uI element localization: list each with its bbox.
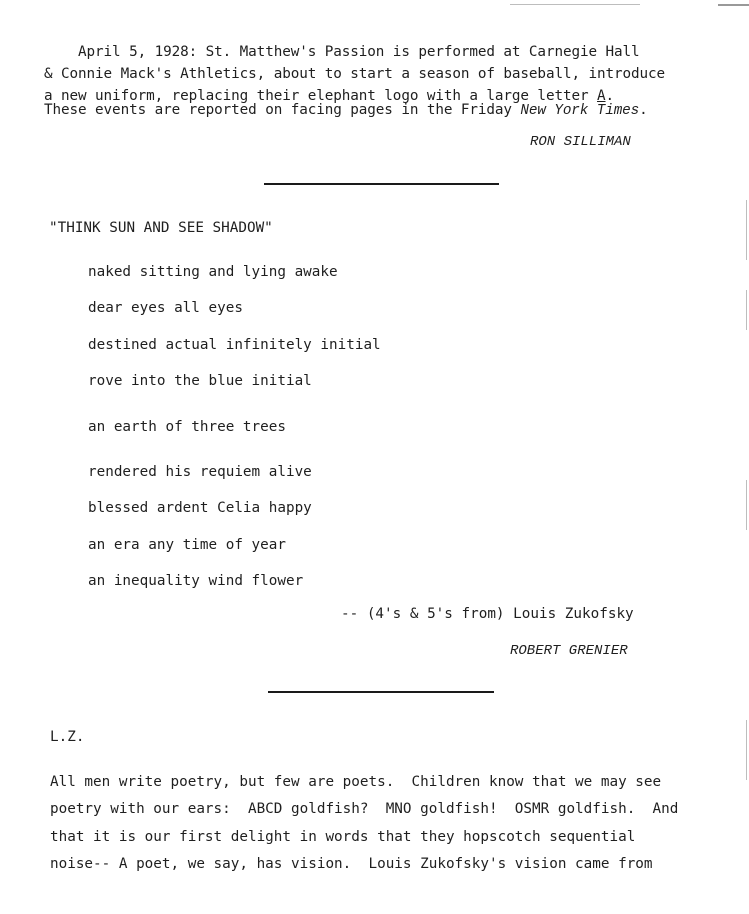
intro-line-4-text: These events are reported on facing pages in the Friday [44,102,521,118]
poem-line: destined actual infinitely initial [88,337,381,353]
scan-artifact [510,4,640,5]
poem-line: dear eyes all eyes [88,300,243,316]
poem-title: "THINK SUN AND SEE SHADOW" [49,220,273,236]
scan-artifact [718,4,749,6]
intro-line-3-text: a new uniform, replacing their elephant logo with a large letter [44,88,597,104]
essay-line: that it is our first delight in words that they hopscotch sequential [50,829,636,845]
poem-line: an earth of three trees [88,419,286,435]
poem-line: an era any time of year [88,537,286,553]
poem-line: naked sitting and lying awake [88,264,338,280]
essay-line: noise-- A poet, we say, has vision. Louis Zukofsky's vision came from [50,856,653,872]
essay-heading: L.Z. [50,729,85,745]
intro-line-4-period: . [639,102,648,118]
poem-line: rove into the blue initial [88,373,312,389]
poem-attribution: -- (4's & 5's from) Louis Zukofsky [341,606,634,622]
intro-line-4 [44,99,648,122]
poem-line: rendered his requiem alive [88,464,312,480]
signature-silliman: RON SILLIMAN [530,134,631,150]
signature-grenier: ROBERT GRENIER [510,643,628,659]
intro-line-2: & Connie Mack's Athletics, about to start a season of baseball, introduce [44,66,666,82]
poem-line: an inequality wind flower [88,573,304,589]
poem-line: blessed ardent Celia happy [88,500,312,516]
scan-artifact [746,720,747,780]
intro-line-1: April 5, 1928: St. Matthew's Passion is performed at Carnegie Hall [44,44,640,60]
scan-artifact [746,480,747,530]
section-divider-1 [264,183,499,185]
essay-line: poetry with our ears: ABCD goldfish? MNO goldfish! OSMR goldfish. And [50,801,679,817]
letter-a: A [597,88,606,104]
section-divider-2 [268,691,494,693]
scan-artifact [746,290,747,330]
essay-line: All men write poetry, but few are poets. Children know that we may see [50,774,662,790]
intro-line-3-period: . [605,88,615,104]
newspaper-title: New York Times [520,103,640,119]
scan-artifact [746,200,747,260]
